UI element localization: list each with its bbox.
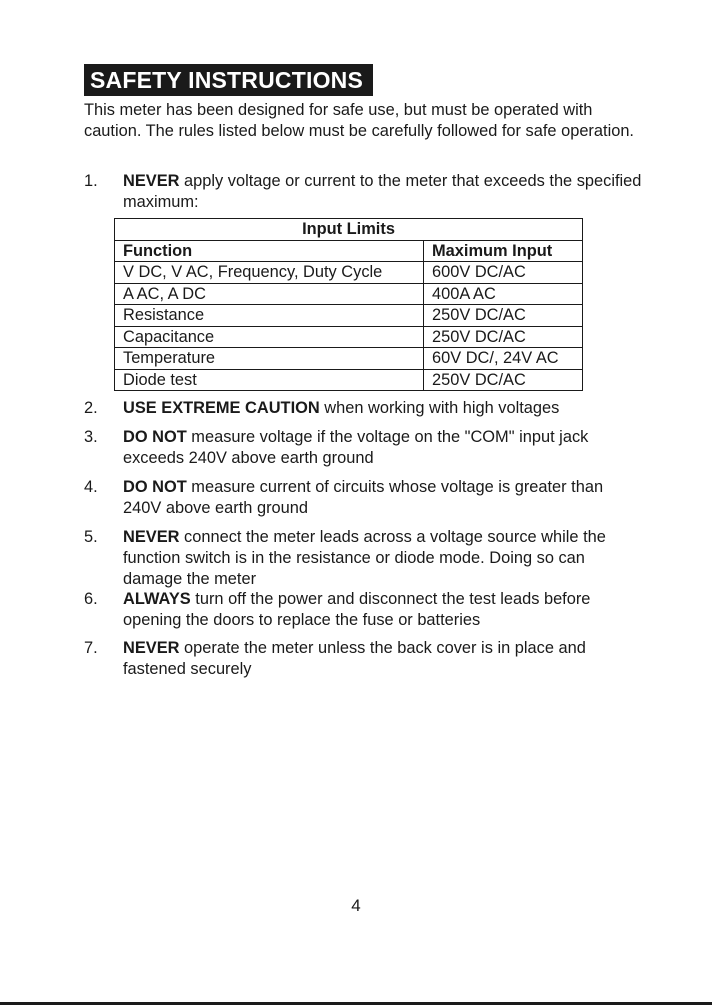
item-number: 4. (84, 478, 98, 496)
table-row (115, 305, 583, 327)
section-heading: SAFETY INSTRUCTIONS (84, 64, 373, 96)
instruction-item-3 (84, 427, 644, 469)
table-row (115, 348, 583, 370)
table-cell: 250V DC/AC (424, 326, 583, 348)
item-number: 1. (84, 172, 98, 190)
input-limits-table (114, 218, 583, 391)
item-text: operate the meter unless the back cover is in place and fastened securely (123, 639, 586, 678)
item-lead: NEVER (123, 639, 180, 657)
item-text: connect the meter leads across a voltage source while the function switch is in the resistance or diode mode. Doing so can damage the meter (123, 528, 606, 588)
instruction-item-7 (84, 638, 644, 680)
table-cell: Temperature (115, 348, 424, 370)
table-row (115, 262, 583, 284)
table-cell: Resistance (115, 305, 424, 327)
table-row (115, 326, 583, 348)
table-cell: V DC, V AC, Frequency, Duty Cycle (115, 262, 424, 284)
instruction-item-2 (84, 398, 644, 419)
item-lead: NEVER (123, 172, 180, 190)
item-text: measure current of circuits whose voltage is greater than 240V above earth ground (123, 478, 604, 517)
table-cell: A AC, A DC (115, 283, 424, 305)
table-cell: 400A AC (424, 283, 583, 305)
table-cell: 250V DC/AC (424, 305, 583, 327)
item-lead: DO NOT (123, 478, 187, 496)
item-text: apply voltage or current to the meter that exceeds the specified maximum: (123, 172, 642, 211)
item-number: 5. (84, 528, 98, 546)
item-lead: NEVER (123, 528, 180, 546)
page-number: 4 (351, 896, 361, 915)
instruction-item-1 (84, 171, 644, 213)
intro-paragraph: This meter has been designed for safe use, but must be operated with caution. The rules listed below must be carefully followed for safe operation. (84, 101, 634, 140)
table-header-function: Function (115, 240, 424, 262)
table-cell: 250V DC/AC (424, 369, 583, 391)
table-row (115, 369, 583, 391)
table-cell: 600V DC/AC (424, 262, 583, 284)
item-lead: USE EXTREME CAUTION (123, 399, 320, 417)
item-lead: DO NOT (123, 428, 187, 446)
table-header-maximum-input: Maximum Input (424, 240, 583, 262)
item-text: when working with high voltages (319, 399, 560, 417)
table-cell: Capacitance (115, 326, 424, 348)
table-cell: Diode test (115, 369, 424, 391)
instruction-item-6 (84, 589, 644, 631)
item-text: turn off the power and disconnect the test leads before opening the doors to replace the fuse or batteries (123, 590, 591, 629)
table-cell: 60V DC/, 24V AC (424, 348, 583, 370)
item-number: 2. (84, 399, 98, 417)
instruction-item-5 (84, 527, 644, 590)
item-number: 7. (84, 639, 98, 657)
item-number: 6. (84, 590, 98, 608)
table-title: Input Limits (115, 219, 583, 241)
instruction-item-4 (84, 477, 644, 519)
item-number: 3. (84, 428, 98, 446)
item-text: measure voltage if the voltage on the "COM" input jack exceeds 240V above earth ground (123, 428, 589, 467)
table-row (115, 283, 583, 305)
item-lead: ALWAYS (123, 590, 191, 608)
